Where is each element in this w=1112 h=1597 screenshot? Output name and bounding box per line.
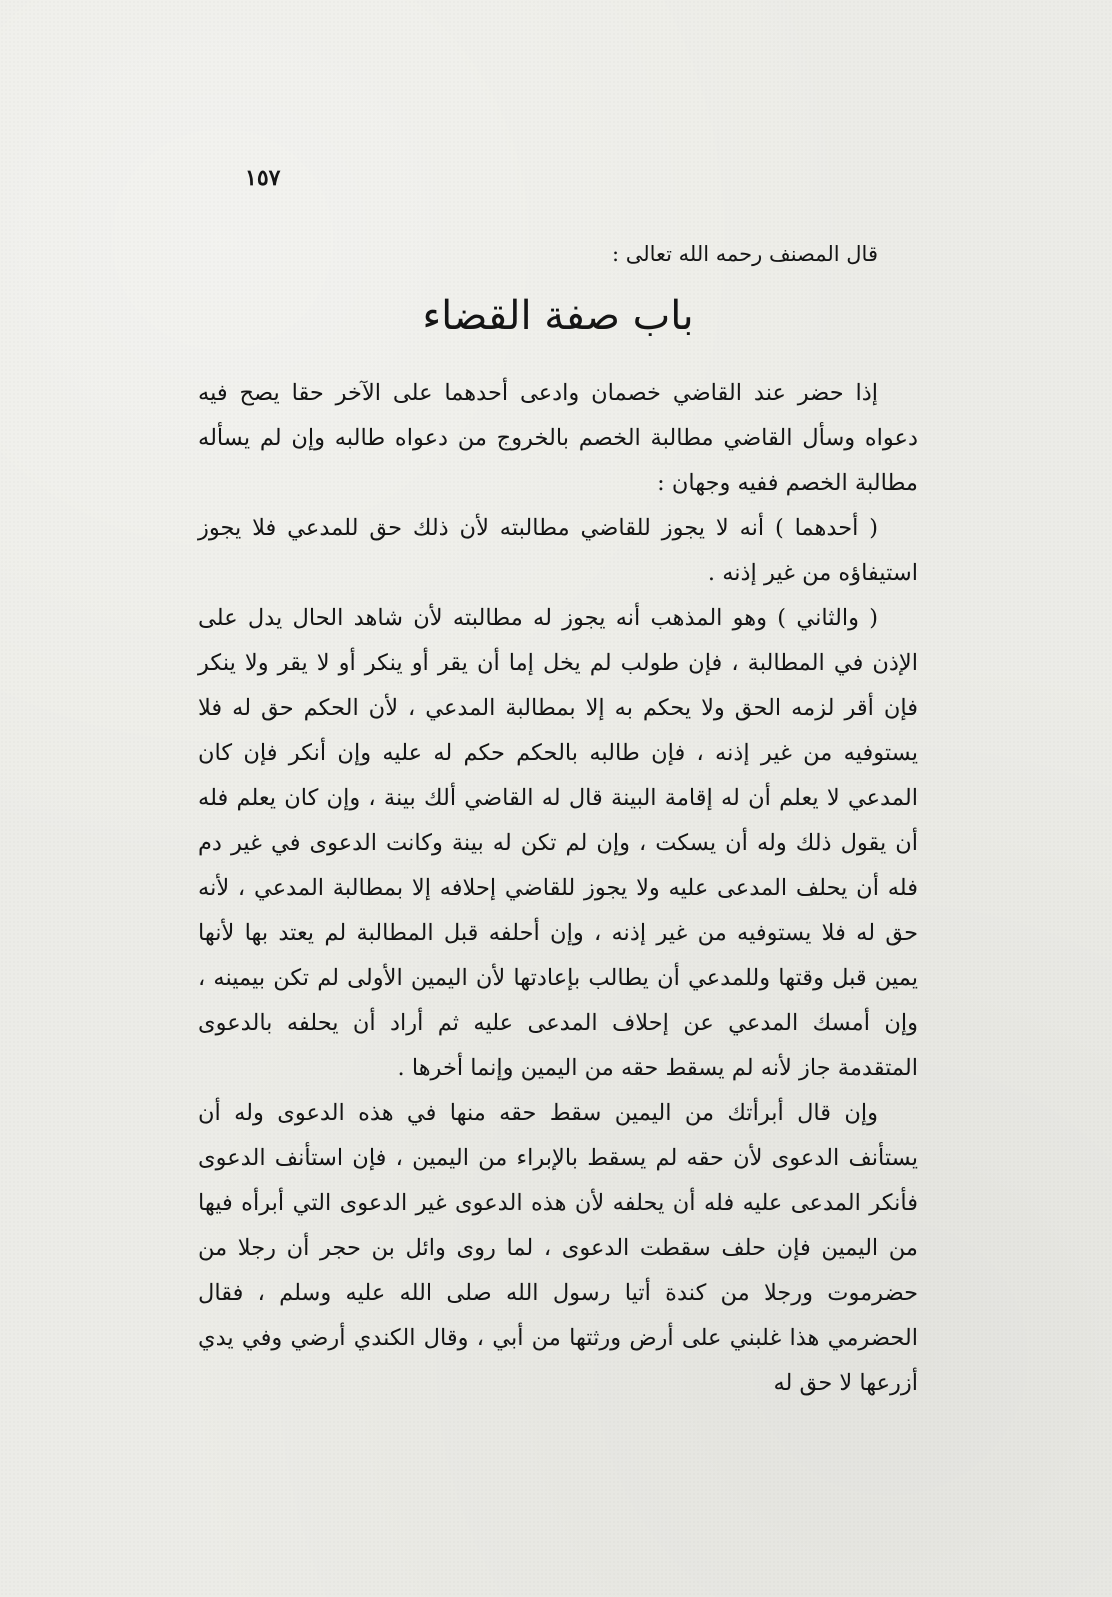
body-text bbox=[198, 371, 918, 1406]
paragraph-second-view: ( والثاني ) وهو المذهب أنه يجوز له مطالبته لأن شاهد الحال يدل على الإذن في المطالبة ، فإن طولب لم يخل إما أن يقر أو ينكر أو لا يقر ولا ينكر فإن أقر لزمه الحق ولا يحكم به إلا بمطالبة المدعي ، لأن الحكم حق له فلا يستوفيه من غير إذنه ، فإن طالبه بالحكم حكم له عليه وإن أنكر فإن كان المدعي لا يعلم أن له إقامة البينة قال له القاضي ألك بينة ، وإن كان يعلم فله أن يقول ذلك وله أن يسكت ، وإن لم تكن له بينة وكانت الدعوى في غير دم فله أن يحلف المدعى عليه ولا يجوز للقاضي إحلافه إلا بمطالبة المدعي ، لأنه حق له فلا يستوفيه من غير إذنه ، وإن أحلفه قبل المطالبة لم يعتد بها لأنها يمين قبل وقتها وللمدعي أن يطالب بإعادتها لأن اليمين الأولى لم تكن بيمينه ، وإن أمسك المدعي عن إحلاف المدعى عليه ثم أراد أن يحلفه بالدعوى المتقدمة جاز لأنه لم يسقط حقه من اليمين وإنما أخرها . bbox=[198, 605, 918, 1082]
page-number: ١٥٧ bbox=[245, 165, 281, 191]
paragraph-release: وإن قال أبرأتك من اليمين سقط حقه منها في هذه الدعوى وله أن يستأنف الدعوى لأن حقه لم يسقط بالإبراء من اليمين ، فإن استأنف الدعوى فأنكر المدعى عليه فله أن يحلفه لأن هذه الدعوى غير الدعوى التي أبرأه فيها من اليمين فإن حلف سقطت الدعوى ، لما روى وائل بن حجر أن رجلا من حضرموت ورجلا من كندة أتيا رسول الله صلى الله عليه وسلم ، فقال الحضرمي هذا غلبني على أرض ورثتها من أبي ، وقال الكندي أرضي وفي يدي أزرعها لا حق له bbox=[198, 1100, 918, 1397]
chapter-title: باب صفة القضاء bbox=[422, 293, 694, 340]
paragraph-first-view: ( أحدهما ) أنه لا يجوز للقاضي مطالبته لأن ذلك حق للمدعي فلا يجوز استيفاؤه من غير إذنه . bbox=[198, 515, 918, 587]
intro-line: قال المصنف رحمه الله تعالى : bbox=[611, 242, 878, 266]
paragraph-opening: إذا حضر عند القاضي خصمان وادعى أحدهما على الآخر حقا يصح فيه دعواه وسأل القاضي مطالبة الخصم بالخروج من دعواه طالبه وإن لم يسأله مطالبة الخصم ففيه وجهان : bbox=[198, 380, 918, 497]
page-content bbox=[198, 230, 918, 1406]
